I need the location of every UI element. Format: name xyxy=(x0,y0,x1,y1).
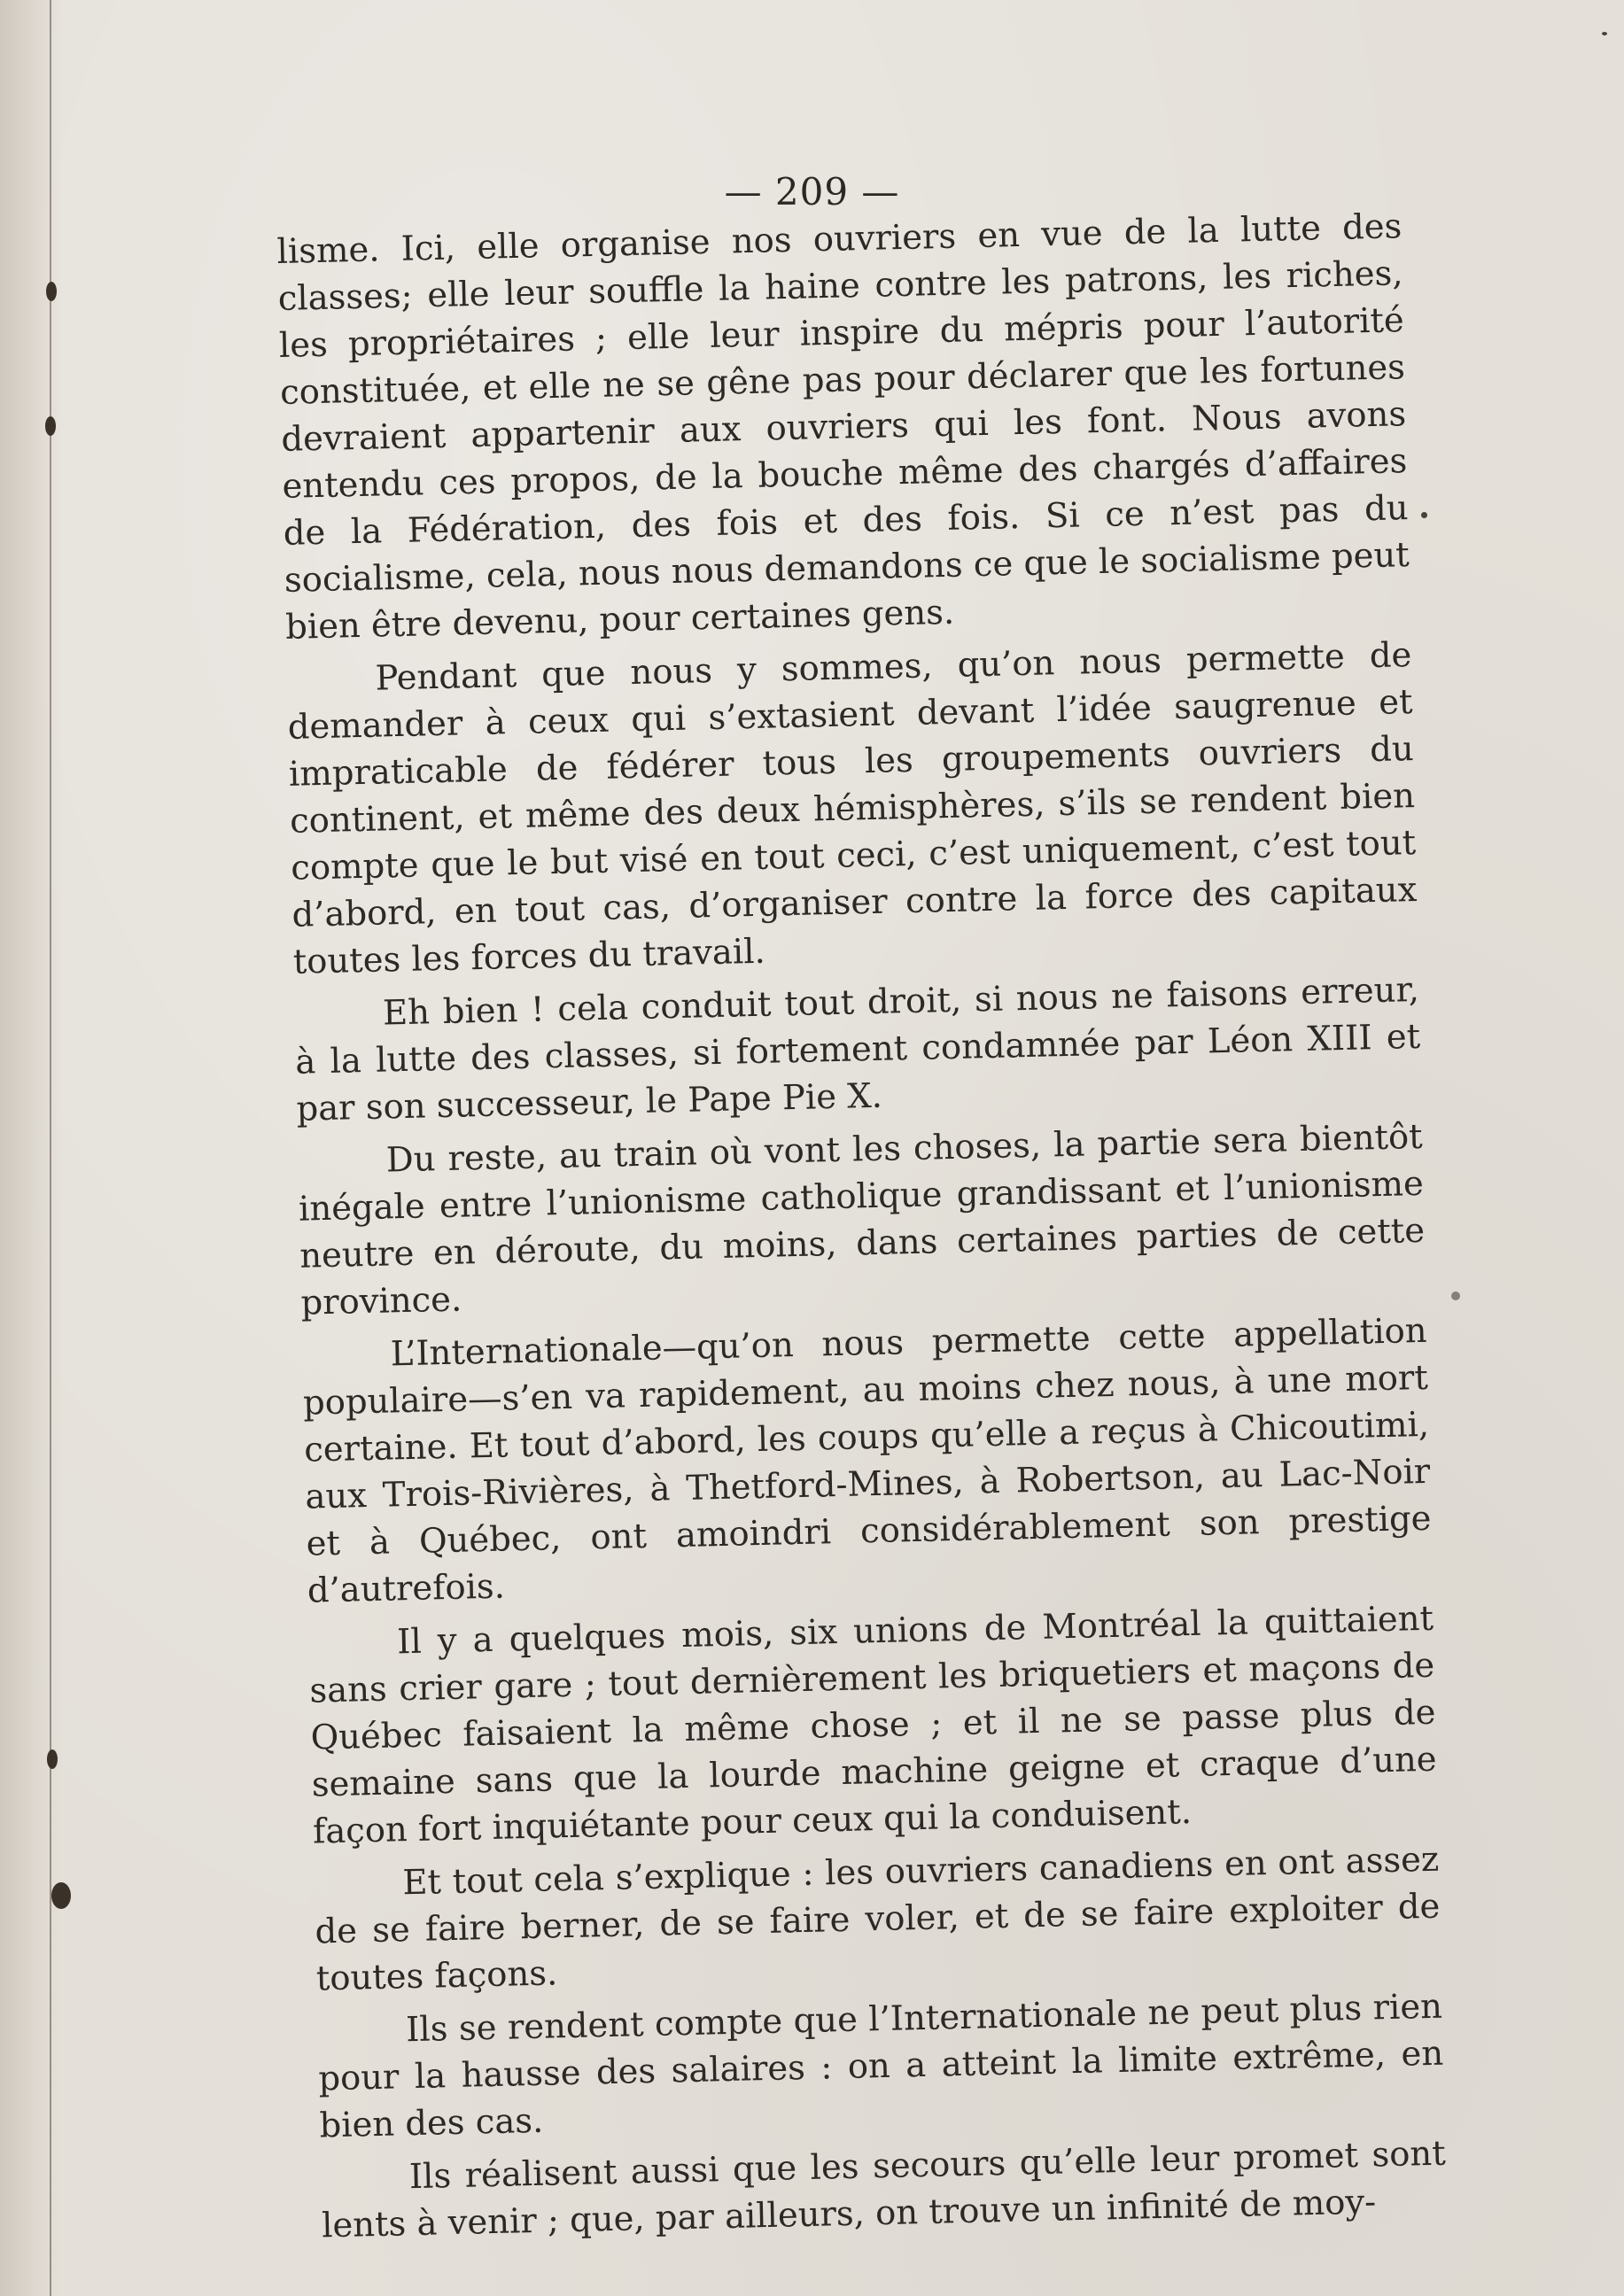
binding-stitch-mark xyxy=(51,1882,71,1909)
paper-speck xyxy=(1602,32,1607,35)
paragraph: Pendant que nous y sommes, qu’on nous permette de demander à ceux qui s’extasient devant l’idée saugrenue et impraticable de fédérer tous les groupements ouvriers du continent, et même des deux hémisphères, s’ils se rendent bien compte que le but visé en tout ceci, c’est uniquement, c’est tout d’abord, en tout cas, d’organiser contre la force des capitaux toutes les forces du travail. xyxy=(287,635,1418,982)
page-number: — 209 — xyxy=(724,170,900,213)
paragraph: L’Internationale—qu’on nous permette cette appellation populaire—s’en va rapidement, au moins chez nous, à une mort certaine. Et tout d’abord, les coups qu’elle a reçus à Chicoutimi, aux Trois-Rivières, à Thetford-Mines, à Robertson, au Lac-Noir et à Québec, ont amoindri considérablement son prestige d’autrefois. xyxy=(302,1310,1432,1611)
paragraph: Et tout cela s’explique : les ouvriers canadiens en ont assez de se faire berner, de se faire voler, et de se faire exploiter de toutes façons. xyxy=(315,1839,1441,1999)
binding-stitch-mark xyxy=(47,1749,58,1769)
paragraph: Ils réalisent aussi que les secours qu’elle leur promet sont lents à venir ; que, par ailleurs, on trouve un infinité de moy- xyxy=(321,2133,1447,2246)
binding-stitch-mark xyxy=(45,416,56,436)
paragraph: Eh bien ! cela conduit tout droit, si nous ne faisons erreur, à la lutte des classes, si fortement condamnée par Léon XIII et par son successeur, le Pape Pie X. xyxy=(294,969,1421,1129)
paragraph: Il y a quelques mois, six unions de Montréal la quittaient sans crier gare ; tout dernièrement les briquetiers et maçons de Québec faisaient la même chose ; et il ne se passe plus de semaine sans que la lourde machine geigne et craque d’une façon fort inquiétante pour ceux qui la conduisent. xyxy=(308,1598,1438,1852)
paragraph: Ils se rendent compte que l’Internationale ne peut plus rien pour la hausse des salaires : on a atteint la limite extrême, en bien des cas. xyxy=(317,1986,1444,2146)
paper-speck xyxy=(1421,512,1427,518)
page-gutter xyxy=(0,0,62,2296)
body-text xyxy=(276,203,1448,2255)
paragraph: lisme. Ici, elle organise nos ouvriers en vue de la lutte des classes; elle leur souffle la haine contre les patrons, les riches, les propriétaires ; elle leur inspire du mépris pour l’autorité constituée, et elle ne se gêne pas pour déclarer que les fortunes devraient appartenir aux ouvriers qui les font. Nous avons entendu ces propos, de la bouche même des chargés d’affaires de la Fédération, des fois et des fois. Si ce n’est pas du socialisme, cela, nous nous demandons ce que le socialisme peut bien être devenu, pour certaines gens. xyxy=(276,206,1410,648)
paragraph: Du reste, au train où vont les choses, la partie sera bientôt inégale entre l’unionisme catholique grandissant et l’unionisme neutre en déroute, du moins, dans certaines parties de cette province. xyxy=(298,1116,1426,1323)
binding-edge xyxy=(50,0,51,2296)
paper-speck xyxy=(1451,1292,1460,1300)
binding-stitch-mark xyxy=(46,282,57,301)
